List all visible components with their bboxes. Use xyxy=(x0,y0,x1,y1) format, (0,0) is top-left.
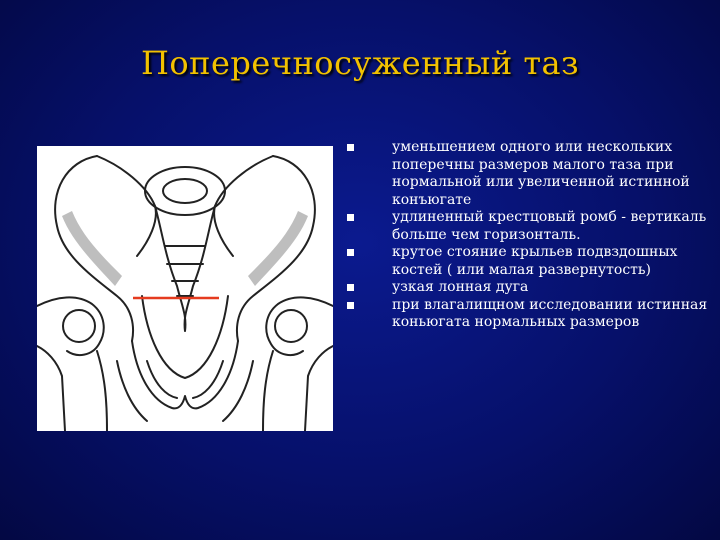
bullet-marker-icon xyxy=(347,249,354,256)
bullet-text: уменьшением одного или нескольких поперечны размеров малого таза при нормальной или увеличенной истинной конъюгате xyxy=(392,139,690,208)
bullet-item xyxy=(340,297,710,332)
bullet-item xyxy=(340,244,710,279)
pubic-arch xyxy=(132,341,238,408)
bullet-text: при влагалищном исследовании истинная коньюгата нормальных размеров xyxy=(392,296,708,330)
right-femur xyxy=(263,297,333,431)
pelvis-illustration xyxy=(37,146,333,431)
bullet-marker-icon xyxy=(347,302,354,309)
bullet-list xyxy=(340,139,710,332)
bullet-text: крутое стояние крыльев подвздошных костей ( или малая развернутость) xyxy=(392,244,678,278)
left-femur xyxy=(37,297,107,431)
bullet-item xyxy=(340,279,710,297)
bullet-item xyxy=(340,209,710,244)
bullet-marker-icon xyxy=(347,284,354,291)
slide-title: Поперечносуженный таз xyxy=(140,44,580,82)
bullet-text: удлиненный крестцовый ромб - вертикаль больше чем горизонталь. xyxy=(392,209,707,243)
bullet-marker-icon xyxy=(347,144,354,151)
sacrum xyxy=(155,206,215,331)
bullet-text: узкая лонная дуга xyxy=(392,279,529,295)
bullet-item xyxy=(340,139,710,209)
bullet-marker-icon xyxy=(347,214,354,221)
